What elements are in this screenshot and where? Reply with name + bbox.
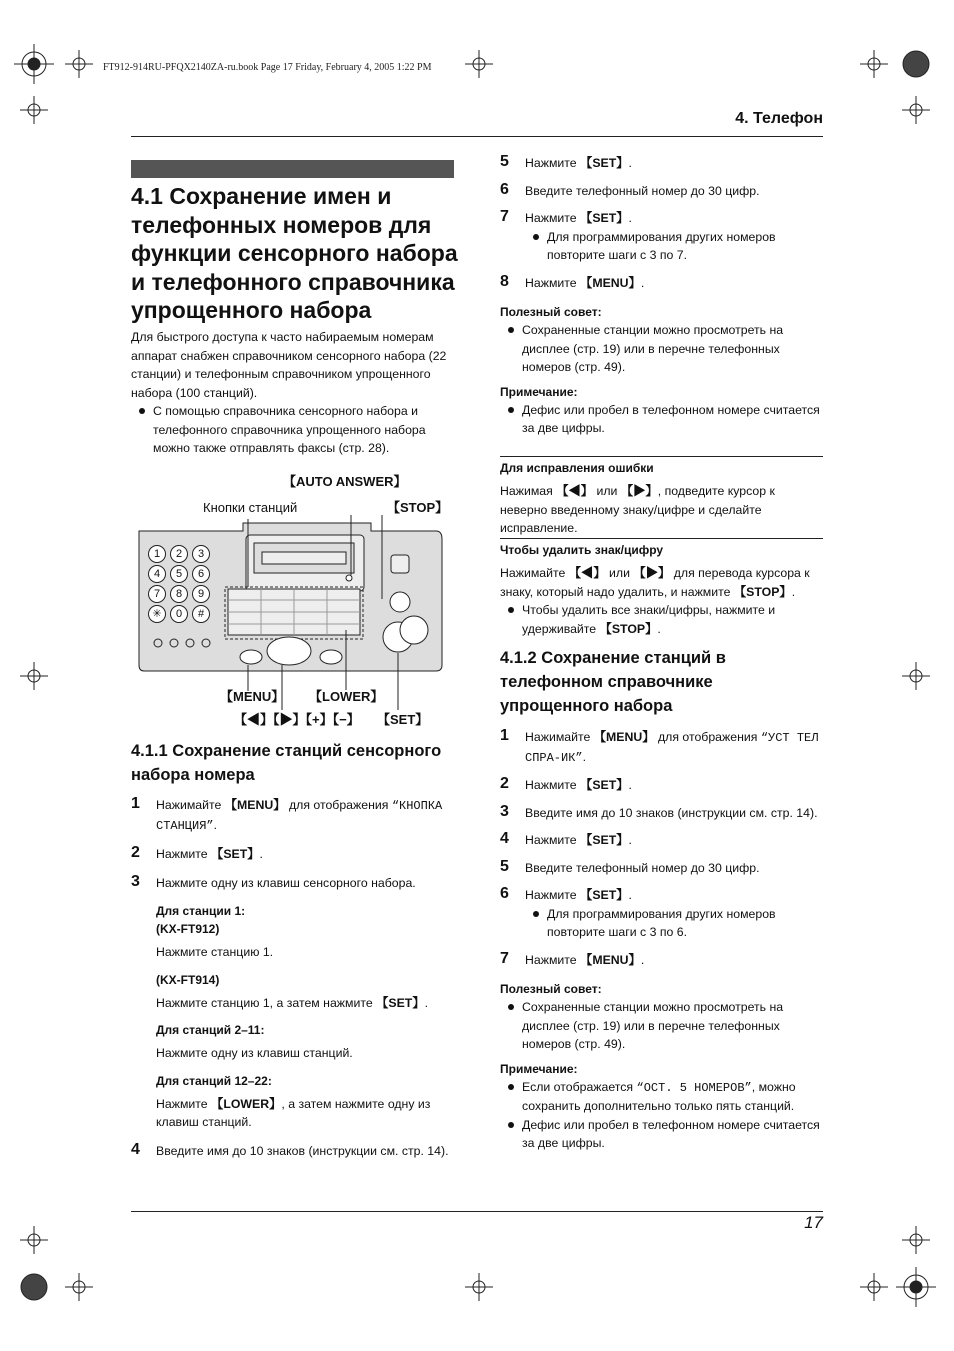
keypad-key: 0 (170, 605, 188, 623)
page-number: 17 (804, 1213, 823, 1232)
step-text: Нажимайте (156, 798, 225, 812)
text: , подведите курсор к неверно введенному знаку/цифре и сделайте исправление. (500, 484, 775, 535)
label-set: 【SET】 (377, 712, 429, 727)
set-key: 【SET】 (580, 888, 629, 902)
step-7-bullet: Для программирования других номеров повторите шаги с 3 по 7. (525, 228, 823, 265)
keypad-key: 6 (192, 565, 210, 583)
display-text: “УСТ ТЕЛ СПРА-ИК” (525, 731, 819, 765)
fix-error-block (500, 459, 823, 538)
subsection-title-4-1-1: 4.1.1 Сохранение станций сенсорного набора номера (131, 742, 442, 784)
text: Чтобы удалить все знаки/цифры, нажмите и удерживайте (522, 603, 776, 636)
station-12-22-text (156, 1095, 456, 1132)
step-6 (500, 182, 823, 201)
step-text: . (628, 778, 632, 792)
section-title: 4. Телефон (735, 110, 823, 127)
set-key: 【SET】 (580, 833, 629, 847)
step-number: 2 (131, 844, 140, 861)
step-number: 4 (131, 1140, 140, 1158)
fix-heading: Для исправления ошибки (500, 461, 654, 475)
station-1-text: Нажмите станцию 1. (156, 945, 274, 959)
delete-block (500, 541, 823, 638)
step-text: Введите телефонный номер до 30 цифр. (525, 183, 760, 198)
set-key: 【SET】 (376, 995, 425, 1010)
text: , можно сохранить дополнительно только пять станций. (522, 1079, 796, 1113)
display-text: “КНОПКА СТАНЦИЯ” (156, 799, 443, 833)
keypad-key: 1 (148, 545, 166, 563)
step-3 (131, 874, 456, 893)
step-text: Нажмите (525, 833, 581, 847)
keypad-key: 5 (170, 565, 188, 583)
steps-4-1-2 (500, 728, 823, 1153)
set-key: 【SET】 (211, 847, 260, 861)
step-2 (500, 776, 823, 795)
step-1 (131, 796, 456, 835)
label-arrows: 【◀】【▶】【+】【−】 (234, 712, 360, 727)
intro-text: Для быстрого доступа к часто набираемым номерам аппарат снабжен справочником сенсорного набора (22 станции) и телефонным справочником упрощенного набора (100 станций). (131, 330, 447, 400)
station-1-heading: Для станции 1: (156, 904, 246, 918)
right-arrow-key: 【▶】 (633, 566, 671, 580)
label-auto-answer: 【AUTO ANSWER】 (283, 474, 407, 489)
station-instructions (131, 902, 456, 1132)
tip-heading: Полезный совет: (500, 982, 602, 996)
text: Нажмите станцию 1, а затем нажмите (156, 995, 377, 1010)
step-5 (500, 859, 823, 878)
keypad-key: 2 (170, 545, 188, 563)
keypad-key: 3 (192, 545, 210, 563)
set-key: 【SET】 (580, 778, 629, 792)
step-number: 5 (500, 153, 509, 170)
step-text: . (640, 952, 645, 967)
text: . (791, 584, 796, 599)
text: или (593, 484, 621, 498)
step-number: 5 (500, 857, 509, 875)
station-2-11-text: Нажмите одну из клавиш станций. (156, 1046, 353, 1060)
step-text: . (640, 275, 645, 290)
note-heading: Примечание: (500, 384, 578, 399)
step-text: для отображения (285, 798, 392, 812)
subsection-title-4-1-2: 4.1.2 Сохранение станций в телефонном справочнике упрощенного набора (500, 649, 726, 715)
header-rule (131, 136, 823, 137)
step-number: 7 (500, 949, 509, 967)
step-text: Нажмите (525, 211, 581, 225)
station-2-11-heading: Для станций 2–11: (156, 1023, 265, 1037)
step-5 (500, 154, 823, 173)
step-text: . (582, 749, 587, 764)
note-heading: Примечание: (500, 1061, 578, 1076)
delete-heading: Чтобы удалить знак/цифру (500, 543, 664, 557)
step-text: Нажимайте (525, 730, 594, 744)
step-8 (500, 274, 823, 293)
menu-key: 【MENU】 (580, 952, 641, 967)
model-ft912: (KX-FT912) (156, 922, 220, 936)
step-number: 2 (500, 775, 509, 792)
model-ft914: (KX-FT914) (156, 972, 220, 987)
text: . (657, 621, 661, 636)
keypad-key: 9 (192, 585, 210, 603)
step-6 (500, 886, 823, 942)
step-1 (500, 728, 823, 767)
rule-delete (500, 538, 823, 539)
menu-key: 【MENU】 (580, 275, 641, 290)
set-key: 【SET】 (580, 211, 629, 225)
keypad-key: 8 (170, 585, 188, 603)
intro-bullet: С помощью справочника сенсорного набора и телефонного справочника упрощенного набора можно также отправлять факсы (стр. 28). (131, 402, 456, 458)
steps-4-1-1 (131, 796, 456, 1160)
step-text: Нажмите (525, 952, 581, 967)
step-number: 6 (500, 885, 509, 902)
tip-heading: Полезный совет: (500, 305, 602, 319)
intro-block (131, 328, 456, 458)
step-text: Введите имя до 10 знаков (инструкции см. стр. 14). (156, 1143, 449, 1158)
steps-5-8 (500, 154, 823, 438)
step-number: 3 (500, 802, 509, 820)
step-7 (500, 951, 823, 970)
label-lower: 【LOWER】 (309, 689, 384, 704)
text: Нажимайте (500, 566, 569, 580)
file-info-line: FT912-914RU-PFQX2140ZA-ru.book Page 17 Friday, February 4, 2005 1:22 PM (103, 62, 432, 73)
stop-key: 【STOP】 (599, 621, 658, 636)
step-text: для отображения (654, 730, 761, 744)
step-text: . (259, 847, 263, 861)
step-text: Нажмите одну из клавиш сенсорного набора. (156, 875, 416, 890)
tip-text: Сохраненные станции можно просмотреть на дисплее (стр. 19) или в перечне телефонных номеров (стр. 49). (500, 321, 823, 377)
step-number: 7 (500, 208, 509, 225)
step-text: . (628, 156, 632, 170)
step-text: Нажмите (525, 156, 581, 170)
footer-rule (131, 1211, 823, 1212)
keypad-key: ✳ (148, 605, 166, 623)
label-stop: 【STOP】 (387, 500, 449, 515)
menu-key: 【MENU】 (593, 730, 655, 744)
step-7 (500, 209, 823, 265)
station-12-22-heading: Для станций 12–22: (156, 1073, 272, 1088)
step-4 (131, 1142, 456, 1161)
step-number: 1 (131, 795, 140, 812)
step-number: 4 (500, 830, 509, 847)
set-key: 【SET】 (580, 156, 629, 170)
delete-text (500, 564, 823, 601)
step-6-bullet: Для программирования других номеров повторите шаги с 3 по 6. (525, 905, 823, 942)
label-menu: 【MENU】 (220, 689, 285, 704)
left-arrow-key: 【◀】 (556, 484, 594, 498)
step-text: . (628, 888, 632, 902)
keypad-key: 4 (148, 565, 166, 583)
step-number: 6 (500, 180, 509, 198)
step-text: Нажмите (525, 275, 581, 290)
step-4 (500, 831, 823, 850)
step-2 (131, 845, 456, 864)
step-text: . (213, 817, 218, 832)
stop-key: 【STOP】 (733, 584, 792, 599)
step-number: 8 (500, 272, 509, 290)
station-1-text-2 (156, 994, 456, 1013)
tip-text: Сохраненные станции можно просмотреть на дисплее (стр. 19) или в перечне телефонных номеров (стр. 49). (500, 998, 823, 1054)
text: для перевода курсора к знаку, который надо удалить, и нажмите (500, 566, 810, 599)
right-arrow-key: 【▶】 (620, 484, 658, 498)
step-number: 1 (500, 727, 509, 744)
step-text: . (628, 211, 632, 225)
label-stations: Кнопки станций (203, 500, 298, 515)
text: Нажимая (500, 484, 557, 498)
delete-bullet (500, 601, 823, 638)
step-text: . (628, 833, 632, 847)
step-text: Нажмите (525, 778, 581, 792)
step-number: 3 (131, 872, 140, 890)
keypad-key: 7 (148, 585, 166, 603)
lower-key: 【LOWER】 (211, 1096, 282, 1111)
title-bar (131, 160, 454, 178)
rule-fix (500, 456, 823, 457)
keypad (148, 545, 214, 623)
text: Нажмите (156, 1096, 212, 1111)
menu-key: 【MENU】 (224, 798, 286, 812)
keypad-key: # (192, 605, 210, 623)
text: . (424, 995, 429, 1010)
text: или (605, 566, 634, 580)
page-title: 4.1 Сохранение имен и телефонных номеров для функции сенсорного набора и телефонного справочника упрощенного набора (131, 183, 458, 323)
left-arrow-key: 【◀】 (568, 566, 606, 580)
step-text: Нажмите (525, 888, 581, 902)
fix-text (500, 482, 823, 538)
step-text: Введите имя до 10 знаков (инструкции см. стр. 14). (525, 805, 818, 820)
note-text-2: Дефис или пробел в телефонном номере считается за две цифры. (500, 1116, 823, 1153)
text: , а затем нажмите одну из клавиш станций. (156, 1096, 431, 1129)
step-text: Нажмите (156, 847, 212, 861)
note-text: Дефис или пробел в телефонном номере считается за две цифры. (500, 401, 823, 438)
text: Если отображается (522, 1079, 637, 1094)
step-3 (500, 804, 823, 823)
note-text-1 (500, 1078, 823, 1116)
display-text: “ОСТ. 5 НОМЕРОВ” (636, 1080, 752, 1095)
step-text: Введите телефонный номер до 30 цифр. (525, 860, 760, 875)
